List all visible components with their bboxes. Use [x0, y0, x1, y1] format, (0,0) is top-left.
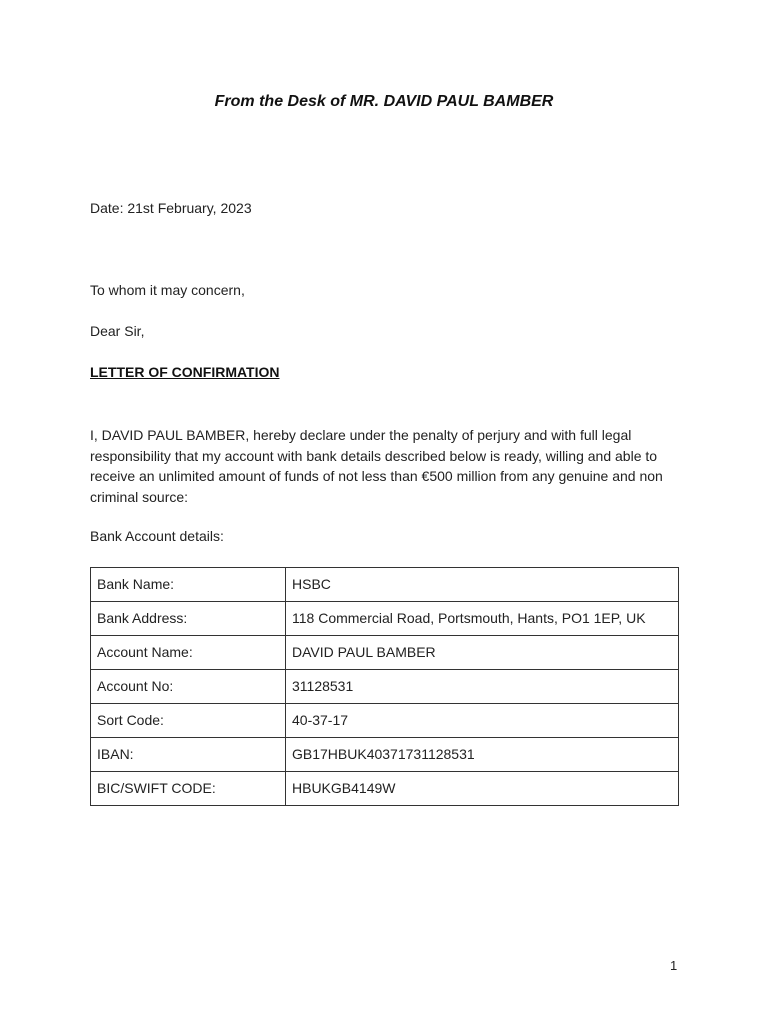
sort-code-label: Sort Code:: [91, 704, 286, 738]
table-row: [91, 738, 679, 772]
bic-swift-value: HBUKGB4149W: [286, 772, 679, 806]
table-row: [91, 772, 679, 806]
iban-label: IBAN:: [91, 738, 286, 772]
letter-title: From the Desk of MR. DAVID PAUL BAMBER: [214, 93, 554, 110]
bank-address-label: Bank Address:: [91, 602, 286, 636]
bank-name-label: Bank Name:: [91, 568, 286, 602]
letter-heading: LETTER OF CONFIRMATION: [90, 364, 280, 380]
salutation-dear-sir: Dear Sir,: [90, 323, 145, 339]
sort-code-value: 40-37-17: [286, 704, 679, 738]
table-row: [91, 636, 679, 670]
account-name-label: Account Name:: [91, 636, 286, 670]
account-no-label: Account No:: [91, 670, 286, 704]
salutation-to-whom: To whom it may concern,: [90, 282, 245, 298]
bank-name-value: HSBC: [286, 568, 679, 602]
account-name-value: DAVID PAUL BAMBER: [286, 636, 679, 670]
date-line: Date: 21st February, 2023: [90, 200, 252, 216]
declaration-paragraph: I, DAVID PAUL BAMBER, hereby declare under the penalty of perjury and with full legal responsibility that my account with bank details described below is ready, willing and able to receive an unlimited amount of funds of not less than €500 million from any genuine and non criminal source:: [90, 427, 663, 505]
iban-value: GB17HBUK40371731128531: [286, 738, 679, 772]
bic-swift-label: BIC/SWIFT CODE:: [91, 772, 286, 806]
bank-details-table: [90, 567, 679, 806]
table-row: [91, 568, 679, 602]
bank-address-value: 118 Commercial Road, Portsmouth, Hants, PO1 1EP, UK: [286, 602, 679, 636]
page-number: 1: [670, 958, 678, 973]
table-row: [91, 602, 679, 636]
bank-details-intro: Bank Account details:: [90, 528, 224, 544]
table-row: [91, 670, 679, 704]
table-row: [91, 704, 679, 738]
account-no-value: 31128531: [286, 670, 679, 704]
